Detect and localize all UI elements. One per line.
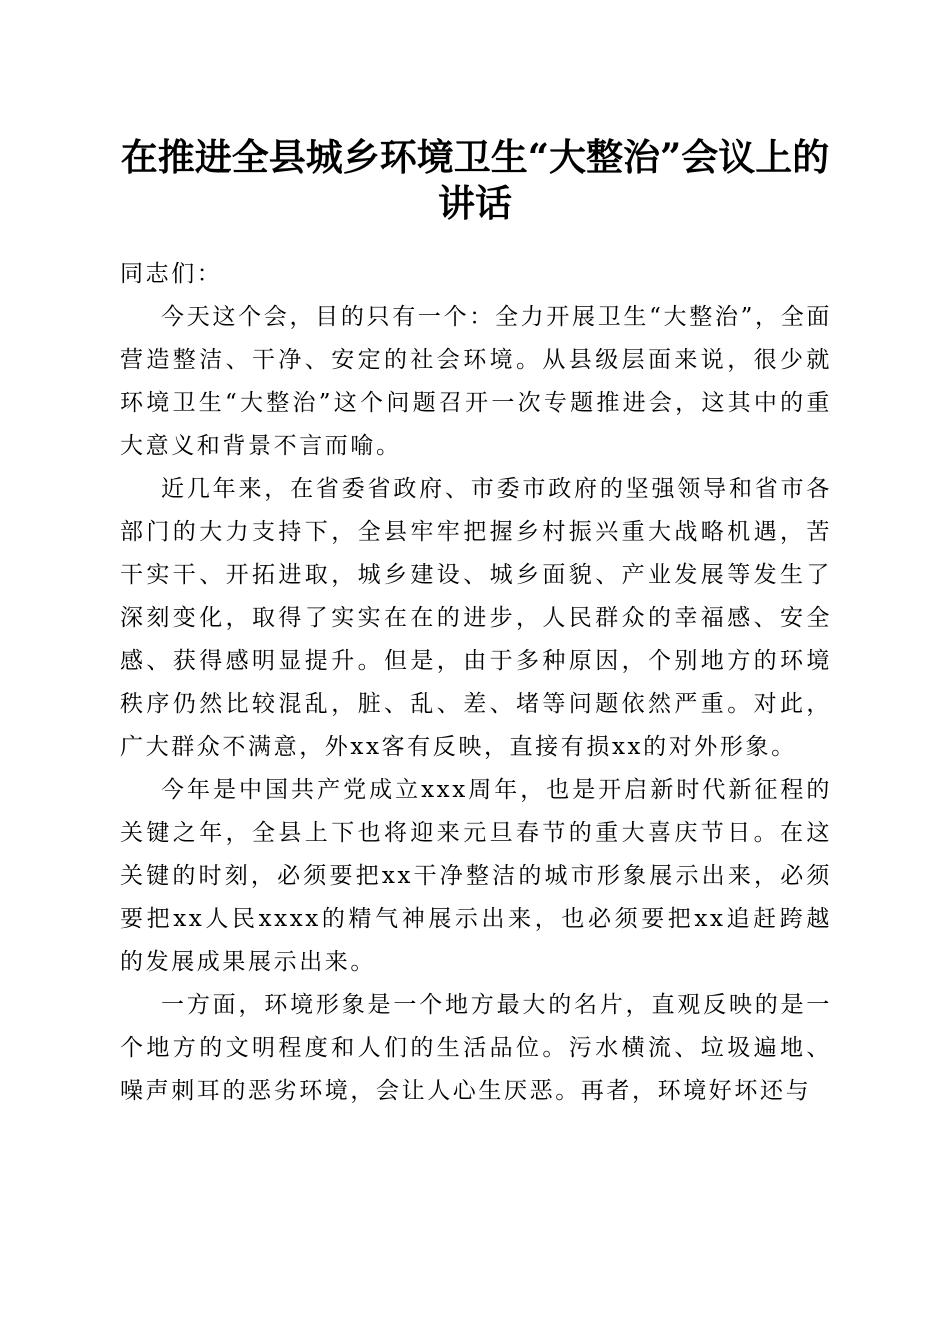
salutation: 同志们：: [120, 261, 223, 287]
paragraph-3: 今年是中国共产党成立xxx周年，也是开启新时代新征程的关键之年，全县上下也将迎来元旦春节的重大喜庆节日。在这关键的时刻，必须要把xx干净整洁的城市形象展示出来，必须要把xx人民xxxx的精气神展示出来，也必须要把xx追赶跨越的发展成果展示出来。: [120, 777, 832, 975]
document-title: [100, 134, 850, 226]
document-body: [120, 253, 832, 1113]
paragraph-4: 一方面，环境形象是一个地方最大的名片，直观反映的是一个地方的文明程度和人们的生活品位。污水横流、垃圾遍地、噪声刺耳的恶劣环境，会让人心生厌恶。再者，环境好坏还与: [120, 992, 832, 1104]
paragraph-2: 近几年来，在省委省政府、市委市政府的坚强领导和省市各部门的大力支持下，全县牢牢把握乡村振兴重大战略机遇，苦干实干、开拓进取，城乡建设、城乡面貌、产业发展等发生了深刻变化，取得了实实在在的进步，人民群众的幸福感、安全感、获得感明显提升。但是，由于多种原因，个别地方的环境秩序仍然比较混乱，脏、乱、差、堵等问题依然严重。对此，广大群众不满意，外xx客有反映，直接有损xx的对外形象。: [120, 476, 832, 760]
title-line-1: 在推进全县城乡环境卫生“大整治”会议上的: [120, 135, 830, 179]
title-line-2: 讲话: [438, 181, 512, 225]
paragraph-1: 今天这个会，目的只有一个：全力开展卫生“大整治”，全面营造整洁、干净、安定的社会环境。从县级层面来说，很少就环境卫生“大整治”这个问题召开一次专题推进会，这其中的重大意义和背景不言而喻。: [120, 304, 832, 459]
